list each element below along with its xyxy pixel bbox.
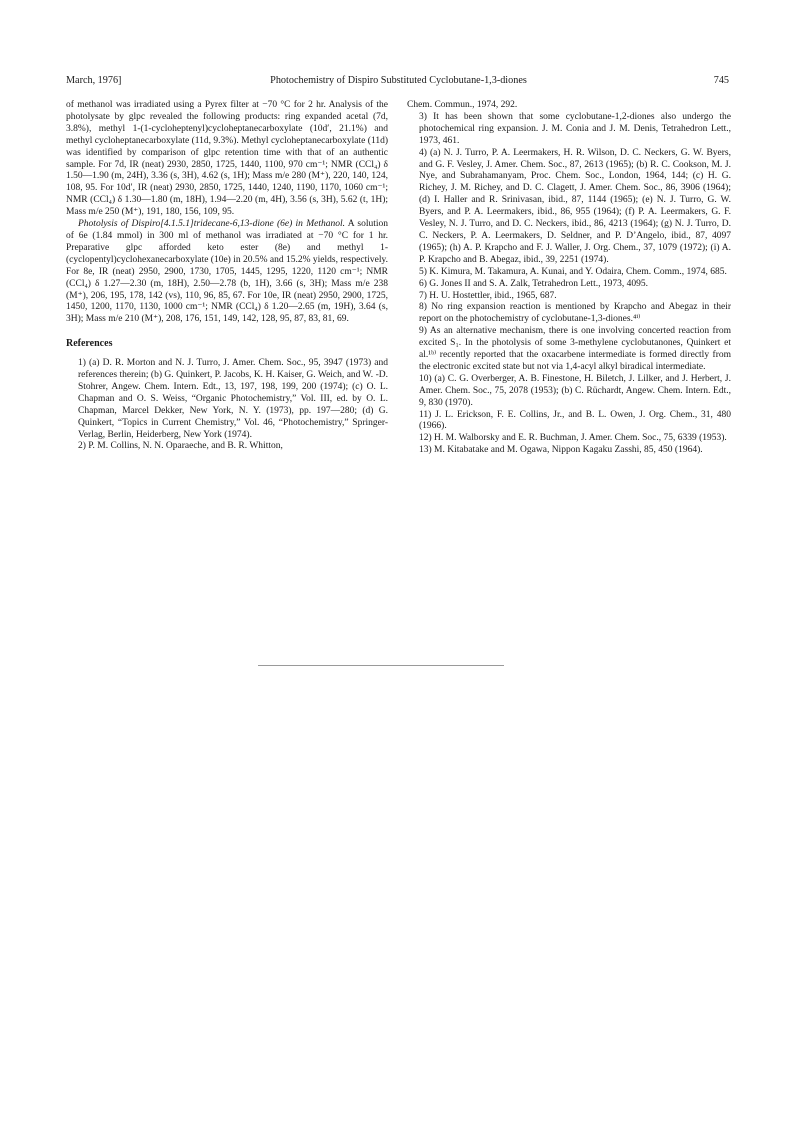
end-rule <box>258 665 504 666</box>
reference-8: 8) No ring expansion reaction is mentioned by Krapcho and Abegaz in their report on the photochemistry of cyclobutane-1,3-diones.⁴ⁱ⁾ <box>419 302 731 325</box>
header-title: Photochemistry of Dispiro Substituted Cyclobutane-1,3-diones <box>270 75 527 86</box>
reference-1: 1) (a) D. R. Morton and N. J. Turro, J. Amer. Chem. Soc., 95, 3947 (1973) and references therein; (b) G. Quinkert, P. Jacobs, K. H. Kaiser, G. Weich, and W. -D. Stohrer, Angew. Chem. Intern. Edt., 13, 197, 198, 199, 200 (1974); (c) O. L. Chapman and O. S. Weiss, “Organic Photochemistry,” Vol. III, ed. by O. L. Chapman, Marcel Dekker, New York, N. Y. (1973), pp. 197—280; (d) G. Quinkert, “Topics in Current Chemistry,” Vol. 46, “Photochemistry,” Springer-Verlag, Berlin, Heiderberg, New York (1974). <box>78 358 388 440</box>
reference-2-continued: Chem. Commun., 1974, 292. <box>407 100 518 110</box>
experimental-paragraph-6e: Photolysis of Dispiro[4.1.5.1]tridecane-6,13-dione (6e) in Methanol. A solution of 6e (1.84 mmol) in 300 ml of methanol was irradiated at −70 °C for 1 hr. Preparative glpc afforded keto ester (8e) and methyl 1-(cyclopentyl)cyclohexanecarboxylate (10e) in 20.5% and 15.2% yields, respectively. For 8e, IR (neat) 2950, 2900, 1730, 1705, 1445, 1295, 1220, 1120 cm⁻¹; NMR (CCl₄) δ 1.27—2.30 (m, 18H), 2.50—2.78 (b, 1H), 3.66 (s, 3H); Mass m/e 238 (M⁺), 206, 195, 178, 142 (vs), 110, 96, 85, 67. For 10e, IR (neat) 2950, 2900, 1725, 1450, 1200, 1170, 1130, 1000 cm⁻¹; NMR (CCl₄) δ 1.20—2.65 (m, 19H), 3.64 (s, 3H); Mass m/e 210 (M⁺), 208, 176, 151, 149, 142, 128, 95, 87, 83, 81, 69. <box>66 219 391 325</box>
page-number: 745 <box>713 75 729 86</box>
reference-4: 4) (a) N. J. Turro, P. A. Leermakers, H. R. Wilson, D. C. Neckers, G. W. Byers, and G. F. Vesley, J. Amer. Chem. Soc., 87, 2613 (1965); (b) R. C. Cookson, M. J. Nye, and Subrahamanyam, Proc. Chem. Soc., London, 1964, 144; (c) H. G. Richey, J. M. Richey, and D. C. Clagett, J. Amer. Chem. Soc., 86, 3906 (1964); (d) I. Haller and R. Srinivasan, ibid., 87, 1144 (1965); (e) N. J. Turro, G. W. Byers, and P. A. Leermakers, ibid., 86, 955 (1964); (f) P. A. Leermakers, G. F. Vesley, N. J. Turro, and D. C. Neckers, ibid., 86, 4213 (1964); (g) N. J. Turro, D. C. Neckers, P. A. Leermakers, D. Seldner, and P. D’Angelo, ibid., 87, 4097 (1965); (h) A. P. Krapcho and F. J. Waller, J. Org. Chem., 37, 1079 (1972); (i) A. P. Krapcho and B. Abegaz, ibid., 39, 2251 (1974). <box>419 147 731 265</box>
right-column <box>407 100 731 457</box>
reference-10: 10) (a) C. G. Overberger, A. B. Finestone, H. Biletch, J. Lilker, and J. Herbert, J. Amer. Chem. Soc., 75, 2078 (1953); (b) C. Rüchardt, Angew. Chem. Intern. Edt., 9, 830 (1970). <box>419 373 731 408</box>
reference-5: 5) K. Kimura, M. Takamura, A. Kunai, and Y. Odaira, Chem. Comm., 1974, 685. <box>419 266 727 277</box>
references-heading: References <box>66 338 113 350</box>
header-date: March, 1976] <box>66 75 122 86</box>
experimental-paragraph-7d: of methanol was irradiated using a Pyrex filter at −70 °C for 2 hr. Analysis of the photolysate by glpc revealed the following products: ring expanded acetal (7d, 3.8%), methyl 1-(1-cycloheptenyl)cycloheptanecarboxylate (10d′, 21.1%) and methyl cycloheptanecarboxylate (11d, 9.3%). Methyl cycloheptanecarboxylate (11d) was identified by comparison of glpc retention time with that of an authentic sample. For 7d, IR (neat) 2930, 2850, 1725, 1440, 1100, 970 cm⁻¹; NMR (CCl₄) δ 1.50—1.90 (m, 24H), 3.36 (s, 3H), 4.62 (s, 1H); Mass m/e 280 (M⁺), 220, 140, 124, 108, 95. For 10d′, IR (neat) 2930, 2850, 1725, 1440, 1240, 1190, 1170, 1060 cm⁻¹; NMR (CCl₄) δ 1.30—1.80 (m, 18H), 1.94—2.20 (m, 4H), 3.56 (s, 3H), 5.62 (t, 1H); Mass m/e 250 (M⁺), 191, 180, 156, 109, 95. <box>66 100 391 218</box>
reference-7: 7) H. U. Hostettler, ibid., 1965, 687. <box>419 290 557 301</box>
reference-6: 6) G. Jones II and S. A. Zalk, Tetrahedron Lett., 1973, 4095. <box>419 278 648 289</box>
reference-11: 11) J. L. Erickson, F. E. Collins, Jr., and B. L. Owen, J. Org. Chem., 31, 480 (1966). <box>419 409 731 432</box>
reference-9: 9) As an alternative mechanism, there is one involving concerted reaction from excited S₁. In the photolysis of some 3-methylene cyclobutanones, Quinkert et al.¹ᵇ⁾ recently reported that the oxacarbene intermediate is formed directly from the electronic excited state but not via 1,4-acyl alkyl biradical intermediate. <box>419 326 731 372</box>
reference-3: 3) It has been shown that some cyclobutane-1,2-diones also undergo the photochemical ring expansion. J. M. Conia and J. M. Denis, Tetrahedron Lett., 1973, 461. <box>419 111 731 146</box>
running-header <box>66 75 731 89</box>
left-column <box>66 100 391 453</box>
reference-2: 2) P. M. Collins, N. N. Oparaeche, and B. R. Whitton, <box>78 441 283 452</box>
reference-13: 13) M. Kitabatake and M. Ogawa, Nippon Kagaku Zasshi, 85, 450 (1964). <box>419 445 703 456</box>
paragraph-run-in-title: Photolysis of Dispiro[4.1.5.1]tridecane-6,13-dione (6e) in Methanol. <box>78 219 345 230</box>
reference-12: 12) H. M. Walborsky and E. R. Buchman, J. Amer. Chem. Soc., 75, 6339 (1953). <box>419 433 727 444</box>
